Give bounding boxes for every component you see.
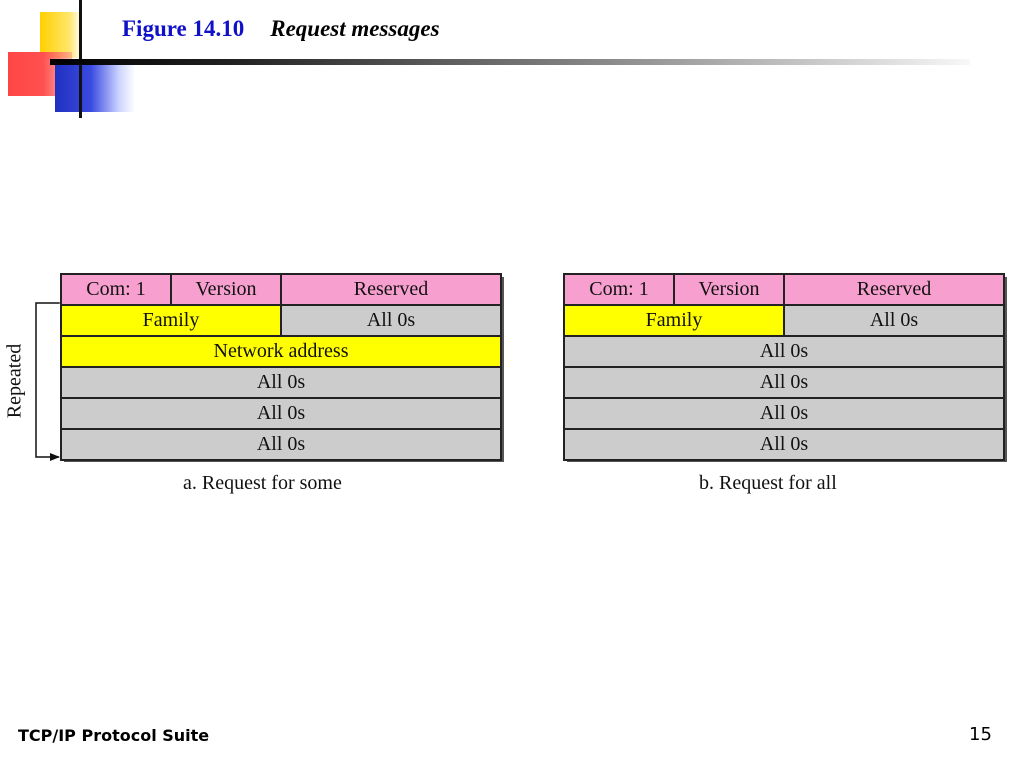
figure-number: Figure 14.10 [122,16,245,41]
repeated-bracket-icon [30,296,60,466]
command-field: Com: 1 [62,275,172,304]
zeros-field: All 0s [282,306,502,335]
network-address-field: Network address [62,337,502,366]
zeros-row [565,430,1005,461]
zeros-field: All 0s [565,399,1005,428]
command-field: Com: 1 [565,275,675,304]
zeros-field: All 0s [62,368,502,397]
slide-title [122,16,440,42]
zeros-field: All 0s [565,368,1005,397]
title-underline [50,59,970,65]
family-row [62,306,502,337]
zeros-row [62,399,502,430]
zeros-row [62,430,502,461]
footer-text: TCP/IP Protocol Suite [18,726,210,745]
request-some-table [60,273,500,461]
family-field: Family [62,306,282,335]
caption-request-some: a. Request for some [183,472,342,494]
reserved-field: Reserved [282,275,502,304]
zeros-row [565,399,1005,430]
zeros-field: All 0s [565,430,1005,459]
zeros-field: All 0s [565,337,1005,366]
family-row [565,306,1005,337]
zeros-field: All 0s [62,399,502,428]
family-field: Family [565,306,785,335]
header-row [62,275,502,306]
version-field: Version [675,275,785,304]
network-address-row [62,337,502,368]
zeros-field: All 0s [785,306,1005,335]
reserved-field: Reserved [785,275,1005,304]
zeros-field: All 0s [62,430,502,459]
caption-request-all: b. Request for all [699,472,837,494]
header-row [565,275,1005,306]
page-number: 15 [969,724,992,745]
logo-blue-square [55,62,135,112]
zeros-row [565,337,1005,368]
request-all-table [563,273,1003,461]
zeros-row [565,368,1005,399]
zeros-row [62,368,502,399]
version-field: Version [172,275,282,304]
repeated-label: Repeated [3,343,26,419]
figure-title: Request messages [270,16,440,41]
